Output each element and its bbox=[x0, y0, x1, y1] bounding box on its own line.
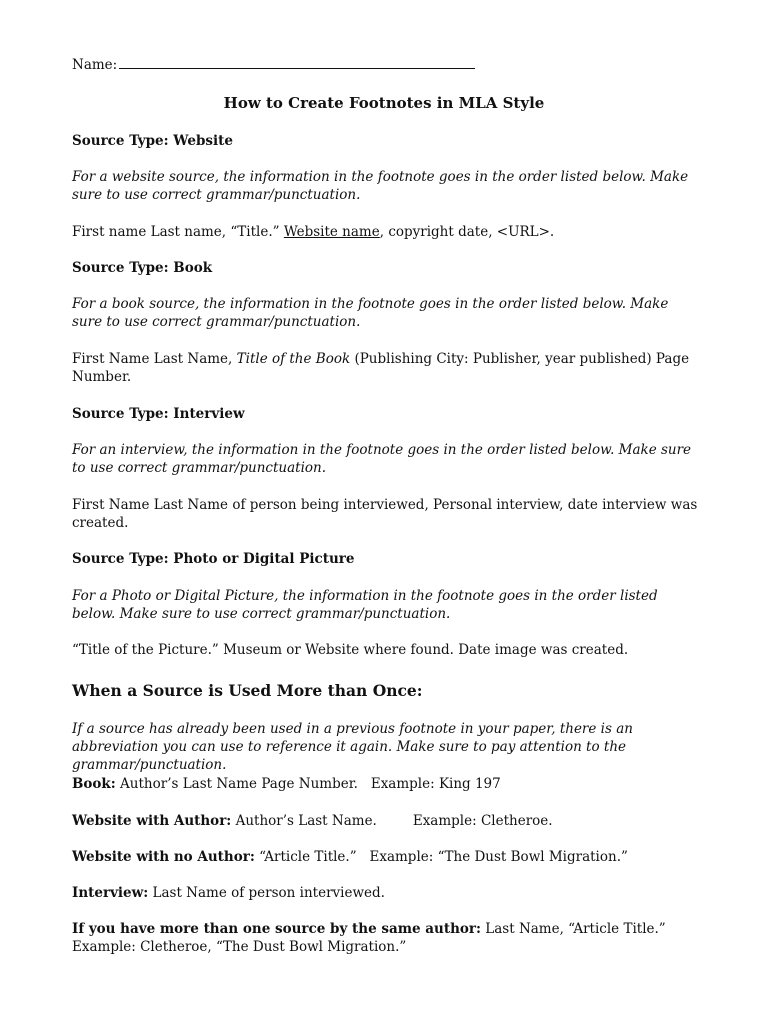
format-underlined-text: Website name bbox=[283, 224, 380, 240]
repeat-same-author bbox=[72, 920, 666, 938]
repeat-instruction: If a source has already been used in a previous footnote in your paper, there is an abbreviation you can use to reference it again. Make sure to pay attention to the grammar/punctuation. bbox=[72, 721, 633, 773]
section-instruction-photo: For a Photo or Digital Picture, the information in the footnote goes in the order listed below. Make sure to use correct grammar/punctuation. bbox=[72, 588, 658, 622]
name-label: Name: bbox=[72, 57, 118, 73]
repeat-website-author-label: Website with Author: bbox=[72, 813, 232, 829]
repeat-same-author-text: Last Name, “Article Title.” bbox=[481, 921, 666, 937]
section-format-interview: First Name Last Name of person being interviewed, Personal interview, date interview was created. bbox=[72, 497, 698, 531]
section-heading-website: Source Type: Website bbox=[72, 133, 233, 149]
format-text: First Name Last Name, bbox=[72, 351, 237, 367]
repeat-interview-text: Last Name of person interviewed. bbox=[148, 885, 385, 901]
name-line-row bbox=[72, 56, 475, 74]
repeat-website-author-example: Example: Cletheroe. bbox=[412, 813, 553, 829]
section-format-website bbox=[72, 223, 554, 241]
section-instruction-website: For a website source, the information in the footnote goes in the order listed below. Make sure to use correct grammar/punctuation. bbox=[72, 169, 689, 203]
repeat-interview-label: Interview: bbox=[72, 885, 149, 901]
repeat-website-author bbox=[72, 812, 553, 830]
section-format-photo: “Title of the Picture.” Museum or Website where found. Date image was created. bbox=[72, 642, 629, 658]
repeat-book-label: Book: bbox=[72, 776, 116, 792]
repeat-same-author-label: If you have more than one source by the same author: bbox=[72, 921, 481, 937]
repeat-website-noauthor-label: Website with no Author: bbox=[72, 849, 255, 865]
repeat-heading: When a Source is Used More than Once: bbox=[72, 681, 423, 700]
section-heading-photo: Source Type: Photo or Digital Picture bbox=[72, 551, 355, 567]
section-heading-interview: Source Type: Interview bbox=[72, 406, 245, 422]
format-text: (Publishing City: Publisher, year published) Page Number. bbox=[72, 351, 690, 385]
repeat-book bbox=[72, 775, 501, 793]
name-blank-field[interactable] bbox=[119, 56, 475, 69]
repeat-same-author-example: Example: Cletheroe, “The Dust Bowl Migration.” bbox=[72, 939, 407, 955]
section-heading-book: Source Type: Book bbox=[72, 260, 213, 276]
section-instruction-book: For a book source, the information in the footnote goes in the order listed below. Make sure to use correct grammar/punctuation. bbox=[72, 296, 669, 330]
repeat-website-noauthor-text: “Article Title.” Example: “The Dust Bowl Migration.” bbox=[254, 849, 628, 865]
repeat-interview bbox=[72, 884, 385, 902]
format-text: First name Last name, “Title.” bbox=[72, 224, 284, 240]
format-italic-text: Title of the Book bbox=[236, 351, 351, 367]
section-instruction-interview: For an interview, the information in the footnote goes in the order listed below. Make sure to use correct grammar/punctuation. bbox=[72, 442, 692, 476]
repeat-website-noauthor bbox=[72, 848, 628, 866]
format-text: , copyright date, <URL>. bbox=[379, 224, 555, 240]
repeat-book-text: Author’s Last Name Page Number. Example: King 197 bbox=[115, 776, 501, 792]
repeat-website-author-text: Author’s Last Name. bbox=[231, 813, 377, 829]
document-title: How to Create Footnotes in MLA Style bbox=[223, 94, 545, 112]
section-format-book bbox=[72, 350, 702, 386]
